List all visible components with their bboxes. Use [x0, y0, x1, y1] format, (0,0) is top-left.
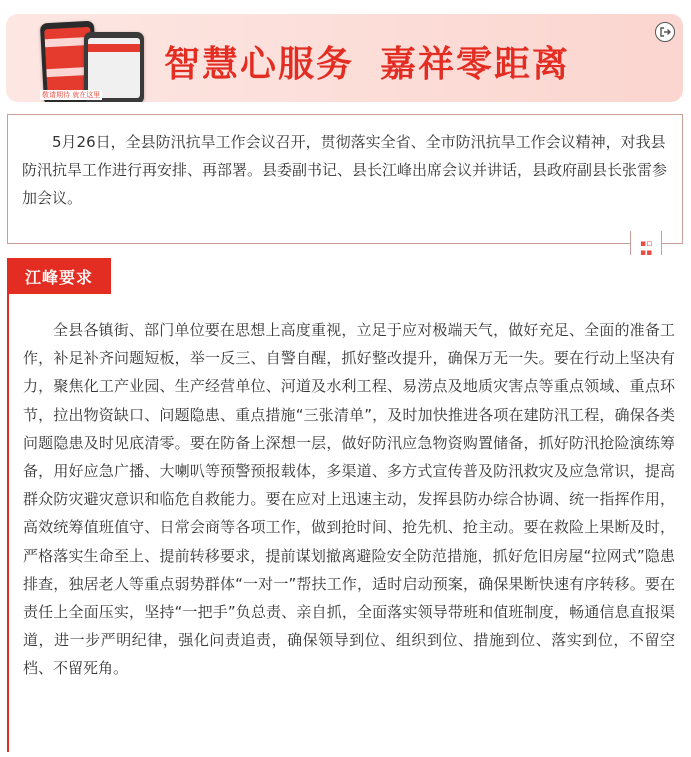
exit-icon[interactable]	[655, 22, 675, 42]
decorative-dots-icon: ▪▫ ▪▪	[630, 231, 662, 255]
section-divider	[7, 294, 9, 752]
banner-title-part2: 嘉祥零距离	[380, 44, 571, 85]
section-body: 全县各镇街、部门单位要在思想上高度重视，立足于应对极端天气，做好充足、全面的准备工作，补足补齐问题短板，举一反三、自警自醒，抓好整改提升，确保万无一失。要在行动上坚决有力，聚焦化工产业园、生产经营单位、河道及水利工程、易涝点及地质灾害点等重点领域、重点环节，拉出物资缺口、问题隐患、重点措施“三张清单”，及时加快推进各项在建防汛工程，确保各类问题隐患及时见底清零。要在防备上深想一层，做好防汛应急物资购置储备，抓好防汛抢险演练筹备，用好应急广播、大喇叭等预警预报载体，多渠道、多方式宣传普及防汛救灾及应急常识，提高群众防灾避灾意识和临危自救能力。要在应对上迅速主动，发挥县防办综合协调、统一指挥作用，高效统筹值班值守、日常会商等各项工作，做到抢时间、抢先机、抢主动。要在救险上果断及时，严格落实生命至上、提前转移要求，提前谋划撤离避险安全防范措施，抓好危旧房屋“拉网式”隐患排查，独居老人等重点弱势群体“一对一”帮扶工作，适时启动预案，确保果断快速有序转移。要在责任上全面压实，坚持“一把手”负总责、亲自抓，全面落实领导带班和值班制度，畅通信息直报渠道，进一步严明纪律，强化问责追责，确保领导到位、组织到位、措施到位、落实到位，不留空档、不留死角。	[23, 321, 675, 678]
banner	[6, 14, 683, 102]
intro-text: 5月26日，全县防汛抗旱工作会议召开，贯彻落实全省、全市防汛抗旱工作会议精神，对我县防汛抗旱工作进行再安排、再部署。县委副书记、县长江峰出席会议并讲话，县政府副县长张雷参加会议。	[22, 133, 668, 207]
banner-title-part1: 智慧心服务	[164, 44, 355, 85]
section-heading: 江峰要求	[7, 258, 111, 294]
banner-title	[164, 36, 570, 87]
intro-box	[7, 114, 683, 258]
phone-caption: 敬请期待 就在这里	[42, 91, 101, 99]
